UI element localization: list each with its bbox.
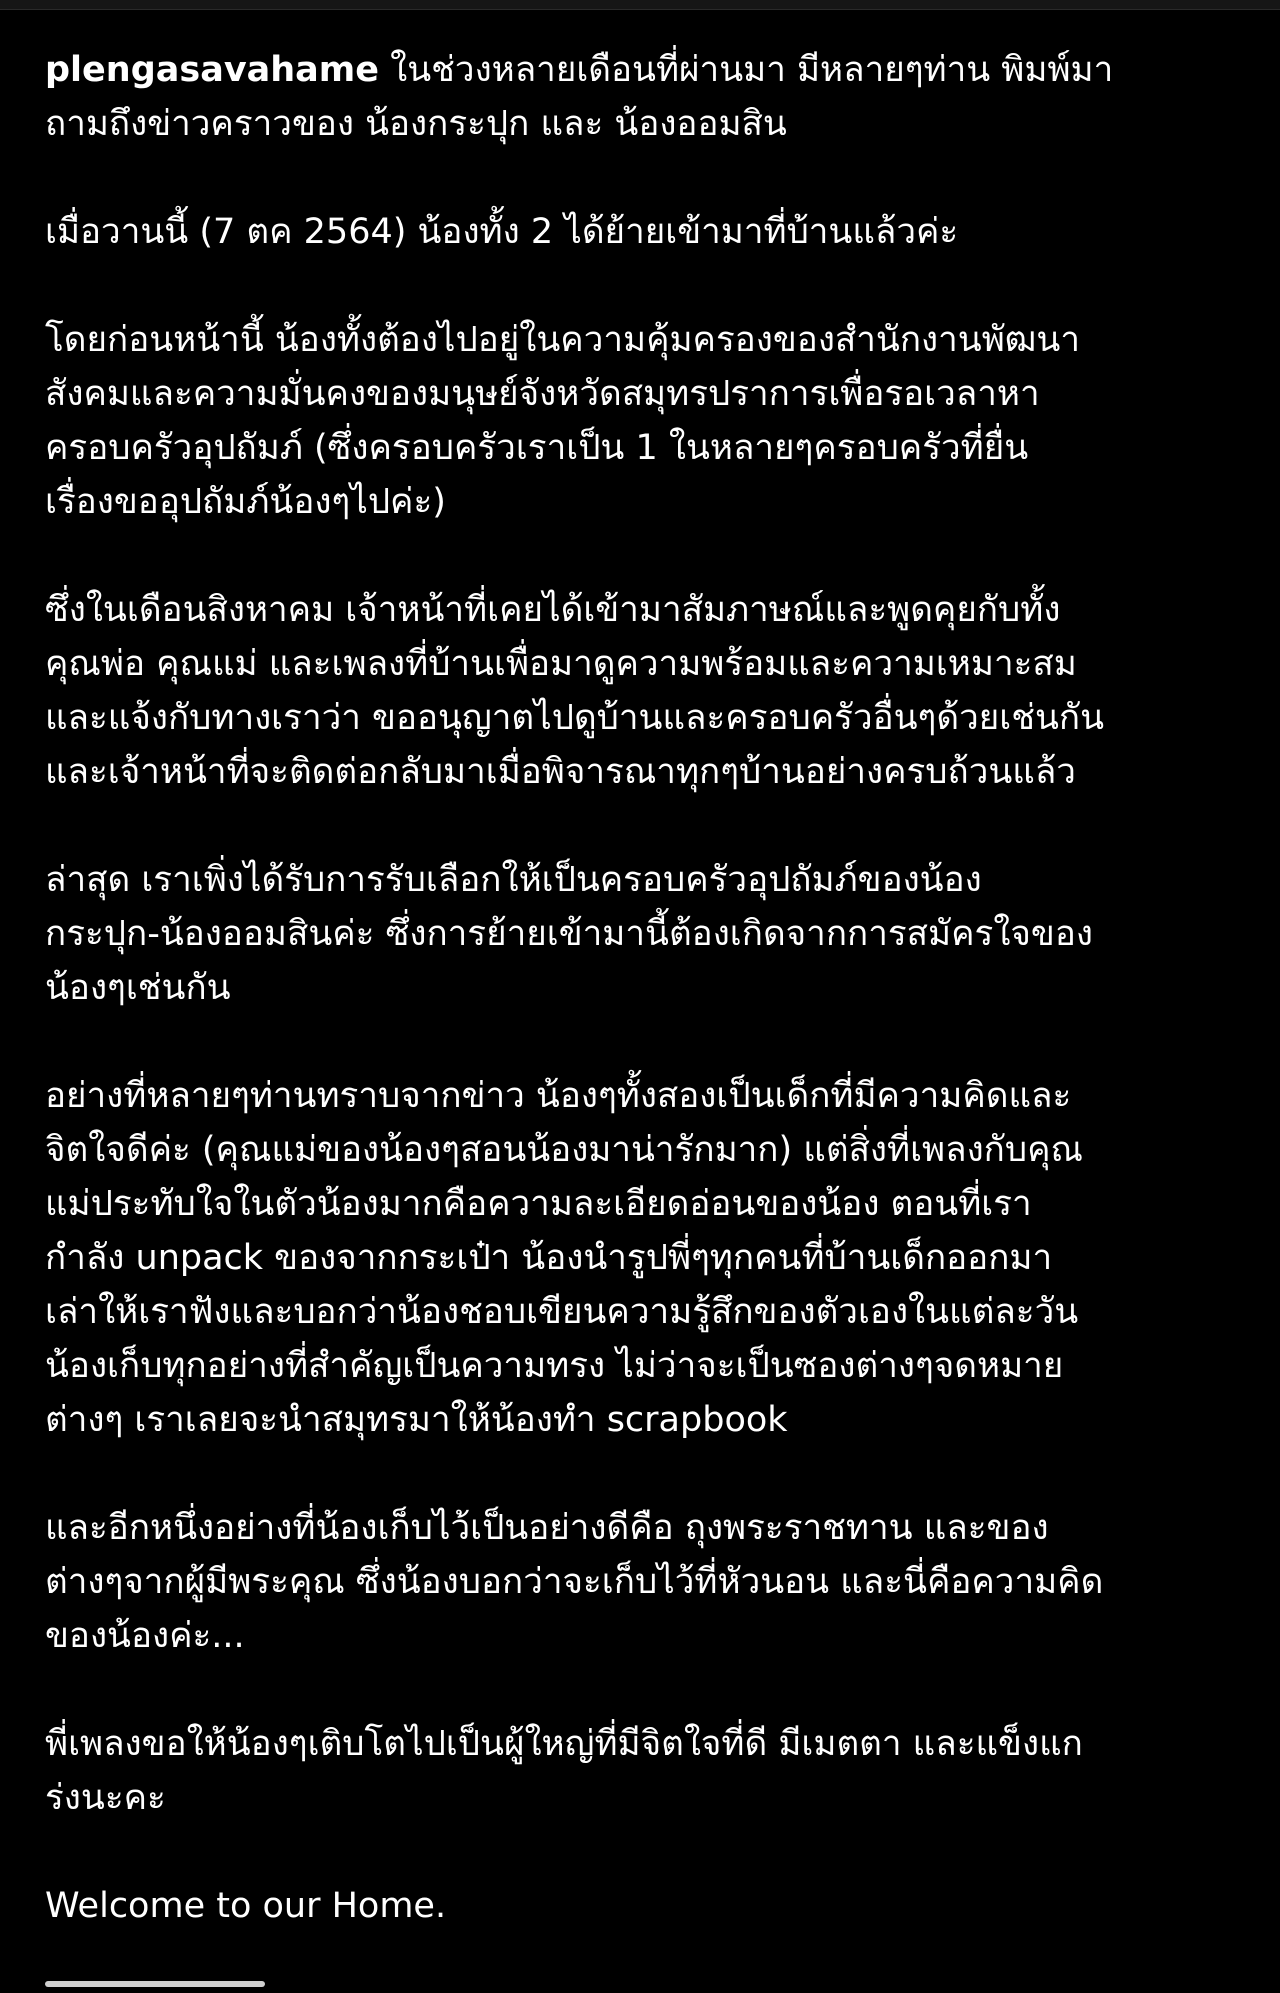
caption-paragraph-6 bbox=[45, 1069, 1240, 1447]
caption-line: จิตใจดีค่ะ (คุณแม่ของน้องๆสอนน้องมาน่ารักมาก) แต่สิ่งที่เพลงกับคุณ bbox=[45, 1130, 1083, 1170]
caption-paragraph-7 bbox=[45, 1501, 1240, 1663]
caption-line: ล่าสุด เราเพิ่งได้รับการรับเลือกให้เป็นครอบครัวอุปถัมภ์ของน้อง bbox=[45, 860, 982, 900]
caption-paragraph-3 bbox=[45, 313, 1240, 529]
caption-line: ร่งนะคะ bbox=[45, 1778, 166, 1818]
caption-line: เมื่อวานนี้ (7 ตค 2564) น้องทั้ง 2 ได้ย้ายเข้ามาที่บ้านแล้วค่ะ bbox=[45, 212, 959, 252]
caption-line: แม่ประทับใจในตัวน้องมากคือความละเอียดอ่อนของน้อง ตอนที่เรา bbox=[45, 1184, 1032, 1224]
caption-paragraph-4 bbox=[45, 583, 1240, 799]
caption-paragraph-5 bbox=[45, 853, 1240, 1015]
caption-line: เล่าให้เราฟังและบอกว่าน้องชอบเขียนความรู้สึกของตัวเองในแต่ละวัน bbox=[45, 1292, 1079, 1332]
caption-line: เรื่องขออุปถัมภ์น้องๆไปค่ะ) bbox=[45, 482, 446, 522]
caption-line: ต่างๆ เราเลยจะนำสมุทรมาให้น้องทำ scrapbook bbox=[45, 1400, 788, 1440]
caption-line: และอีกหนึ่งอย่างที่น้องเก็บไว้เป็นอย่างดีคือ ถุงพระราชทาน และของ bbox=[45, 1508, 1049, 1548]
caption-line: ซึ่งในเดือนสิงหาคม เจ้าหน้าที่เคยได้เข้ามาสัมภาษณ์และพูดคุยกับทั้ง bbox=[45, 590, 1061, 630]
caption-paragraph-8 bbox=[45, 1717, 1240, 1825]
caption-line: กระปุก-น้องออมสินค่ะ ซึ่งการย้ายเข้ามานี้ต้องเกิดจากการสมัครใจของ bbox=[45, 914, 1093, 954]
caption-line: สังคมและความมั่นคงของมนุษย์จังหวัดสมุทรปราการเพื่อรอเวลาหา bbox=[45, 374, 1040, 414]
caption-line: และเจ้าหน้าที่จะติดต่อกลับมาเมื่อพิจารณาทุกๆบ้านอย่างครบถ้วนแล้ว bbox=[45, 752, 1076, 792]
caption-line: และแจ้งกับทางเราว่า ขออนุญาตไปดูบ้านและครอบครัวอื่นๆด้วยเช่นกัน bbox=[45, 698, 1104, 738]
username-link[interactable]: plengasavahame bbox=[45, 50, 380, 90]
caption-line: Welcome to our Home. bbox=[45, 1886, 447, 1926]
caption-line: น้องๆเช่นกัน bbox=[45, 968, 231, 1008]
caption-line: อย่างที่หลายๆท่านทราบจากข่าว น้องๆทั้งสองเป็นเด็กที่มีความคิดและ bbox=[45, 1076, 1072, 1116]
caption-paragraph-9 bbox=[45, 1879, 1240, 1933]
caption-line: พี่เพลงขอให้น้องๆเติบโตไปเป็นผู้ใหญ่ที่มีจิตใจที่ดี มีเมตตา และแข็งแก bbox=[45, 1724, 1083, 1764]
caption-line: ถามถึงข่าวคราวของ น้องกระปุก และ น้องออมสิน bbox=[45, 104, 787, 144]
cut-off-text-line bbox=[45, 1975, 265, 1993]
post-caption bbox=[45, 43, 1240, 1933]
caption-line: โดยก่อนหน้านี้ น้องทั้งต้องไปอยู่ในความคุ้มครองของสำนักงานพัฒนา bbox=[45, 320, 1080, 360]
cut-off-text-fragment bbox=[45, 1981, 265, 1987]
caption-line: ของน้องค่ะ... bbox=[45, 1616, 245, 1656]
caption-paragraph-1 bbox=[45, 43, 1240, 151]
top-divider bbox=[0, 0, 1280, 10]
caption-line: กำลัง unpack ของจากกระเป๋า น้องนำรูปพี่ๆทุกคนที่บ้านเด็กออกมา bbox=[45, 1238, 1053, 1278]
caption-line: คุณพ่อ คุณแม่ และเพลงที่บ้านเพื่อมาดูความพร้อมและความเหมาะสม bbox=[45, 644, 1077, 684]
caption-text: ในช่วงหลายเดือนที่ผ่านมา มีหลายๆท่าน พิมพ์มา bbox=[379, 50, 1114, 90]
caption-line: น้องเก็บทุกอย่างที่สำคัญเป็นความทรง ไม่ว่าจะเป็นซองต่างๆจดหมาย bbox=[45, 1346, 1064, 1386]
caption-paragraph-2 bbox=[45, 205, 1240, 259]
caption-line: ครอบครัวอุปถัมภ์ (ซึ่งครอบครัวเราเป็น 1 ในหลายๆครอบครัวที่ยื่น bbox=[45, 428, 1029, 468]
caption-line bbox=[45, 43, 1240, 97]
caption-line: ต่างๆจากผู้มีพระคุณ ซึ่งน้องบอกว่าจะเก็บไว้ที่หัวนอน และนี่คือความคิด bbox=[45, 1562, 1104, 1602]
